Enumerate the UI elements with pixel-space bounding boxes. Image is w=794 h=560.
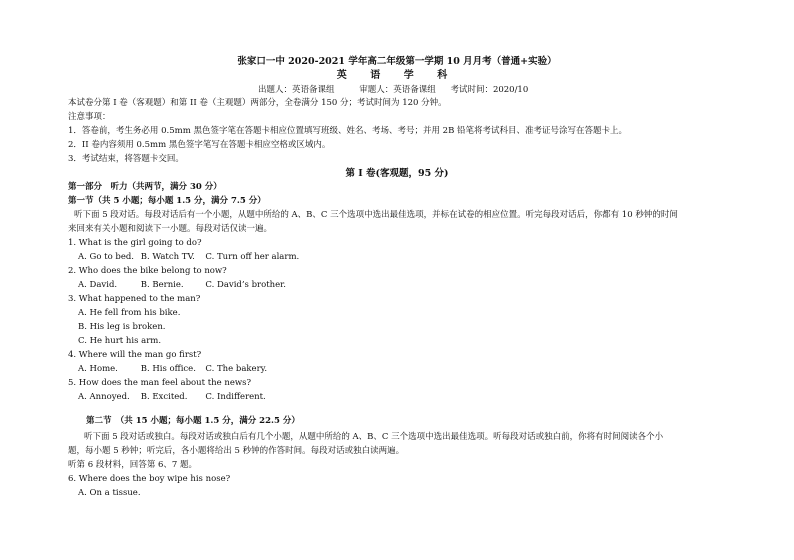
section2-title: 第二节 （共 15 小题；每小题 1.5 分，满分 22.5 分） (86, 416, 300, 426)
option-b: B. Watch TV. (140, 252, 195, 262)
question-5-options (78, 392, 266, 403)
subject-title: 英 语 学 科 (336, 70, 458, 81)
option-c: C. David’s brother. (205, 280, 286, 290)
exam-time-label: 考试时间：2020/10 (450, 85, 529, 95)
option-c: C. The bakery. (205, 364, 268, 374)
option-a: A. Annoyed. (78, 392, 130, 402)
option-a: A. Home. (78, 364, 118, 374)
intro-text: 本试卷分第 I 卷（客观题）和第 II 卷（主观题）两部分，全卷满分 150 分；考试时间为 120 分钟。 (68, 98, 447, 108)
question-3: 3. What happened to the man? (68, 294, 201, 304)
question-1-options (78, 252, 299, 263)
option-b: B. His leg is broken. (78, 322, 166, 332)
section1-instruction-1: 听下面 5 段对话。每段对话后有一个小题，从题中所给的 A、B、C 三个选项中选出最佳选项，并标在试卷的相应位置。听完每段对话后，你都有 10 秒钟的时间 (74, 210, 678, 220)
volume-title: 第 I 卷(客观题，95 分) (345, 168, 449, 179)
question-5: 5. How does the man feel about the news? (68, 378, 252, 388)
section1-title: 第一节（共 5 小题；每小题 1.5 分，满分 7.5 分） (68, 196, 266, 206)
note-item-1: 1．答卷前，考生务必用 0.5mm 黑色签字笔在答题卡相应位置填写班级、姓名、考场、考号；并用 2B 铅笔将考试科目、准考证号涂写在答题卡上。 (68, 126, 628, 136)
note-item-3: 3．考试结束，将答题卡交回。 (68, 154, 184, 164)
option-c: C. Turn off her alarm. (205, 252, 300, 262)
option-a: A. Go to bed. (78, 252, 135, 262)
question-2: 2. Who does the bike belong to now? (68, 266, 227, 276)
reviewer-label: 审题人：英语备课组 (359, 85, 436, 95)
section2-instruction-1: 听下面 5 段对话或独白。每段对话或独白后有几个小题，从题中所给的 A、B、C 三个选项中选出最佳选项。听每段对话或独白前，你将有时间阅读各个小 (84, 432, 664, 442)
option-a: A. David. (78, 280, 118, 290)
option-a: A. He fell from his bike. (78, 308, 181, 318)
option-b: B. His office. (140, 364, 196, 374)
option-a: A. On a tissue. (78, 488, 141, 498)
question-6: 6. Where does the boy wipe his nose? (68, 474, 231, 484)
exam-meta (258, 85, 528, 96)
question-2-options (78, 280, 286, 291)
option-c: C. He hurt his arm. (78, 336, 162, 346)
option-b: B. Excited. (140, 392, 188, 402)
section1-instruction-2: 来回来有关小题和阅读下一小题。每段对话仅读一遍。 (68, 224, 273, 234)
section2-subheading: 听第 6 段材料，回答第 6、7 题。 (68, 460, 198, 470)
option-c: C. Indifferent. (205, 392, 266, 402)
exam-title: 张家口一中 2020-2021 学年高二年级第一学期 10 月月考（普通+实验） (237, 56, 557, 67)
option-b: B. Bernie. (140, 280, 184, 290)
note-item-2: 2．II 卷内容须用 0.5mm 黑色签字笔写在答题卡相应空格或区域内。 (68, 140, 331, 150)
question-4: 4. Where will the man go first? (68, 350, 202, 360)
question-4-options (78, 364, 267, 375)
part1-title: 第一部分 听力（共两节，满分 30 分） (68, 182, 222, 192)
author-label: 出题人：英语备课组 (258, 85, 335, 95)
question-1: 1. What is the girl going to do? (68, 238, 202, 248)
section2-instruction-2: 题，每小题 5 秒钟；听完后，各小题将给出 5 秒钟的作答时间。每段对话或独白读两遍。 (68, 446, 405, 456)
notes-heading: 注意事项： (68, 112, 111, 122)
